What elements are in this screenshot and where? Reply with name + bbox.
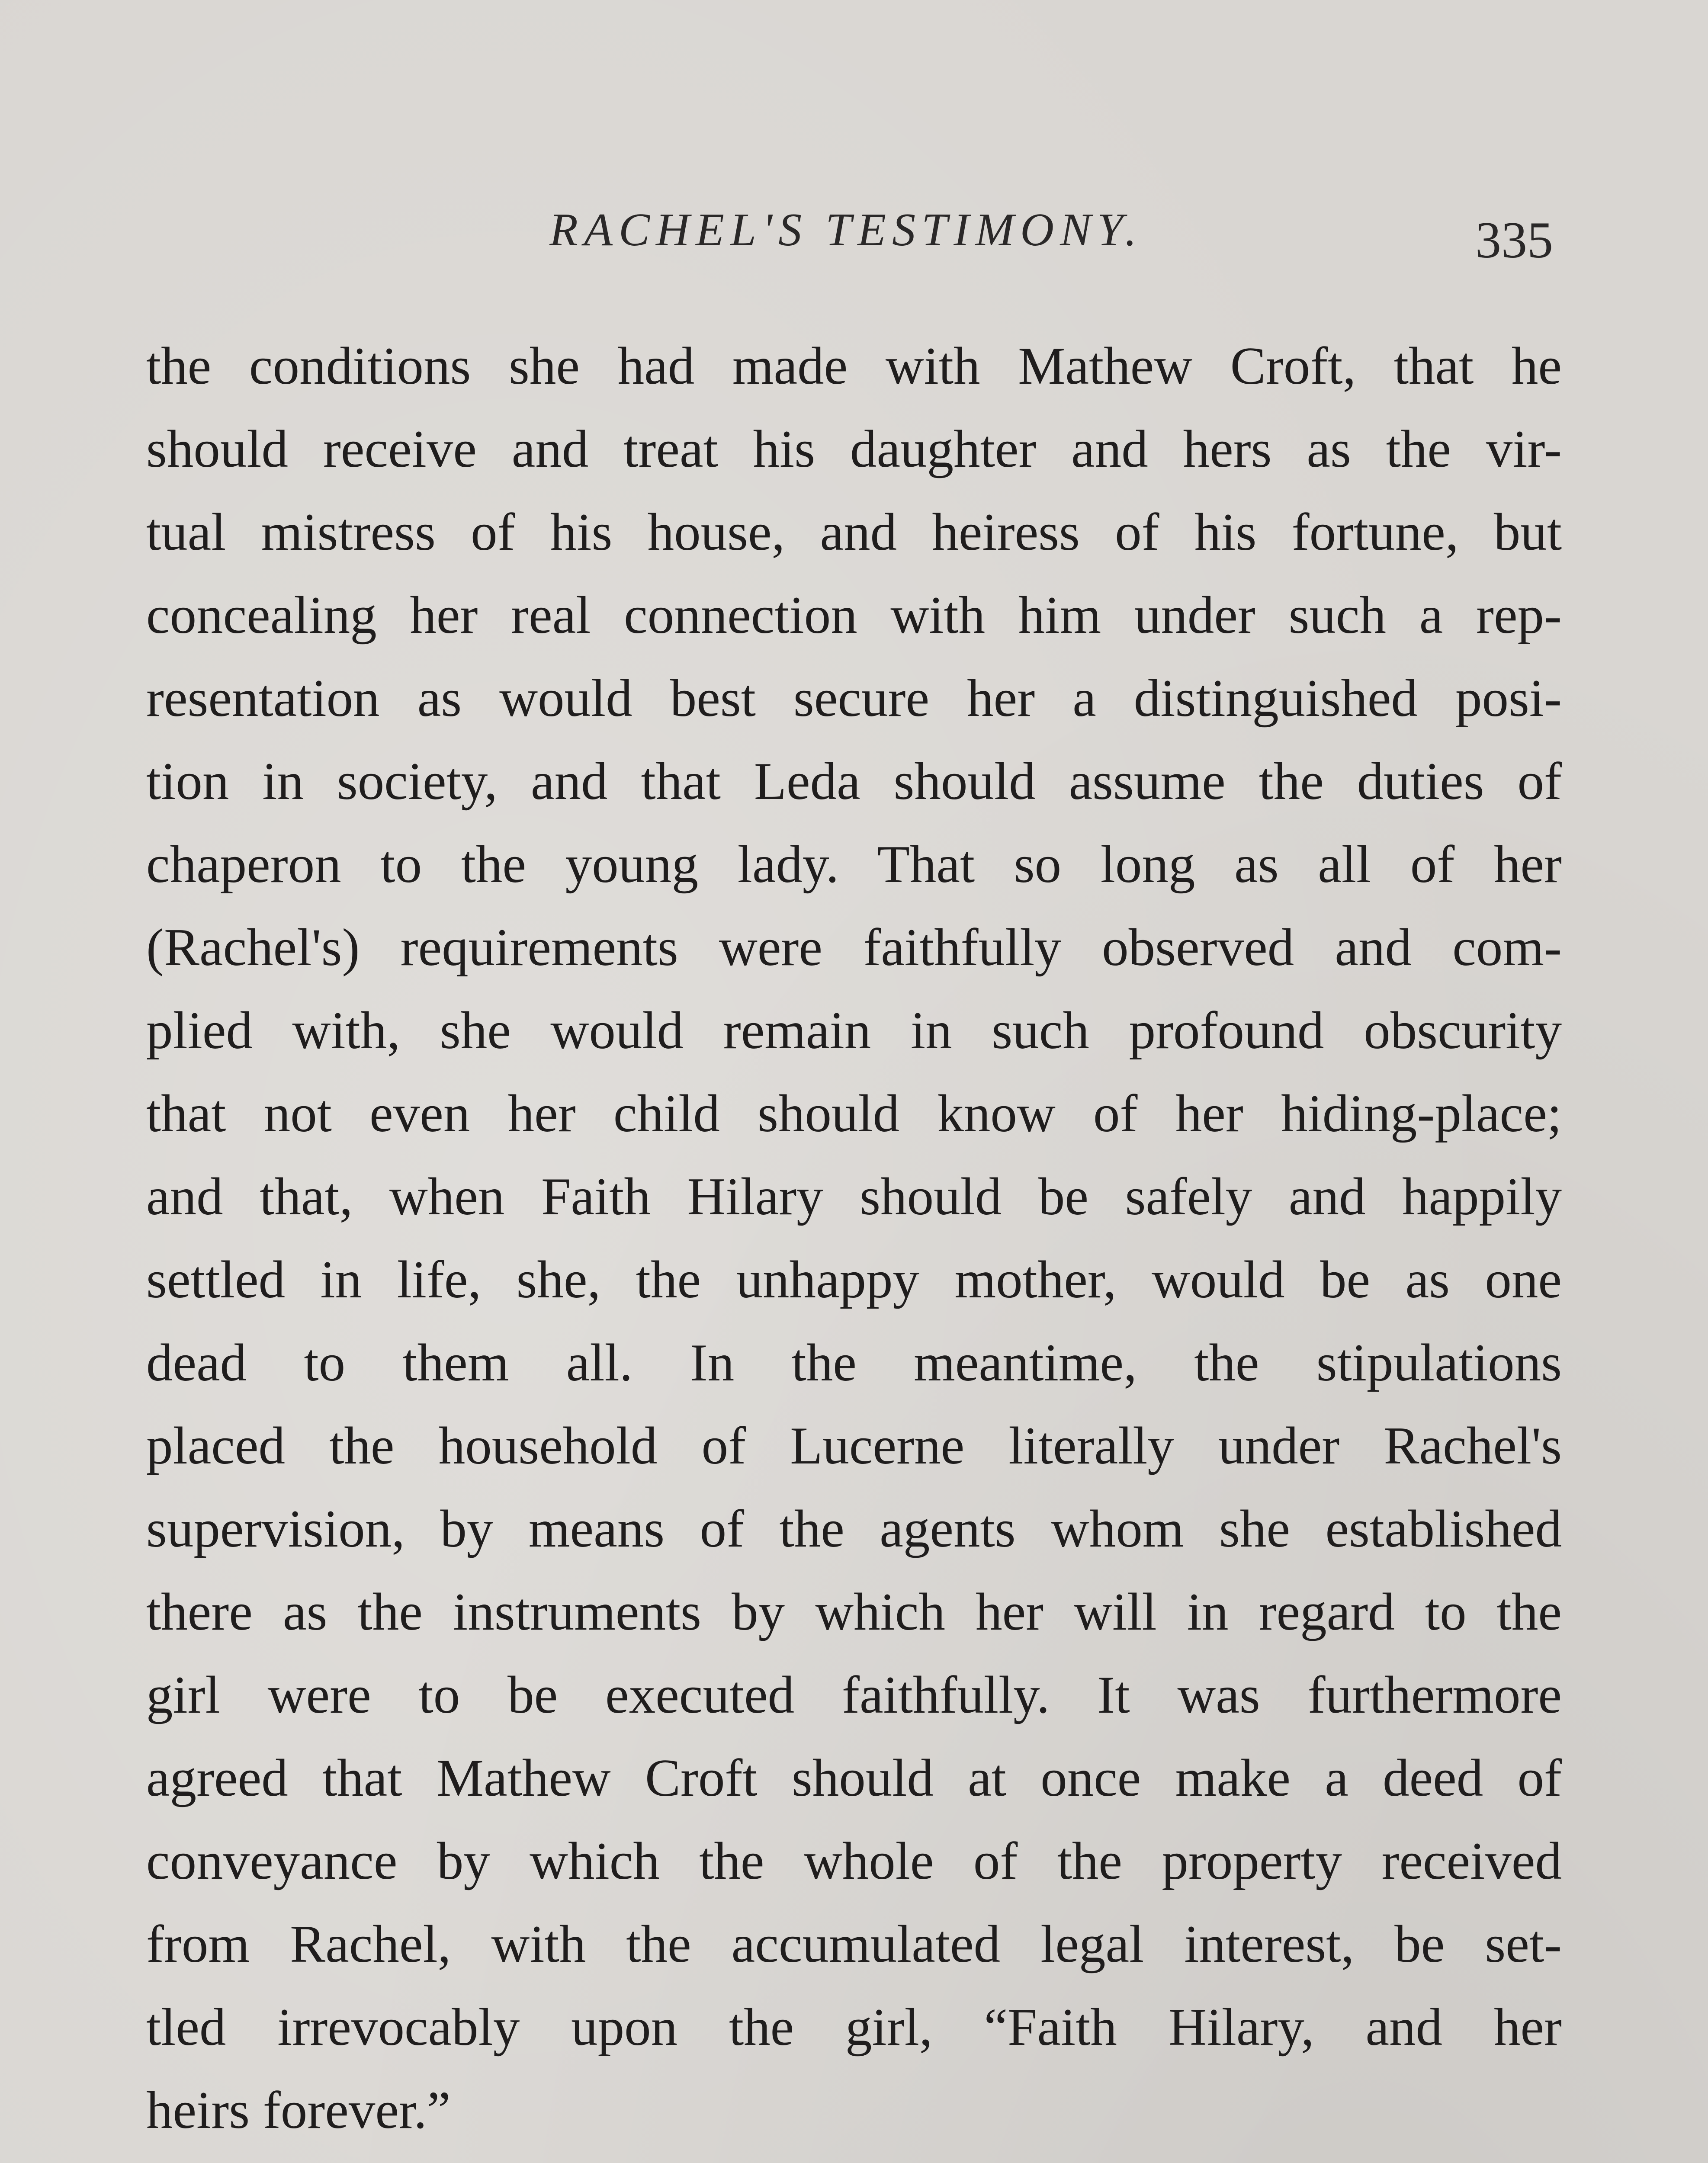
text-line: chaperon to the young lady. That so long as all of her (146, 834, 1562, 894)
text-line: settled in life, she, the unhappy mother, would be as one (146, 1250, 1562, 1309)
running-head-title: RACHEL'S TESTIMONY. (549, 204, 1143, 256)
paragraph (146, 2152, 1562, 2163)
text-line: from Rachel, with the accumulated legal interest, be set- (146, 1914, 1562, 1974)
body-text (146, 324, 1562, 2163)
text-line: heirs forever.” (146, 2080, 451, 2140)
page-number: 335 (1475, 211, 1553, 269)
text-line: placed the household of Lucerne literally under Rachel's (146, 1416, 1562, 1475)
text-line: the conditions she had made with Mathew Croft, that he (146, 336, 1562, 395)
text-line: (Rachel's) requirements were faithfully observed and com- (146, 918, 1562, 977)
text-line: agreed that Mathew Croft should at once make a deed of (146, 1748, 1562, 1807)
text-line: tled irrevocably upon the girl, “Faith Hilary, and her (146, 1997, 1562, 2057)
text-line: concealing her real connection with him under such a rep- (146, 585, 1562, 645)
text-line: supervision, by means of the agents whom she established (146, 1499, 1562, 1558)
text-line: tion in society, and that Leda should assume the duties of (146, 751, 1562, 811)
text-line: plied with, she would remain in such profound obscurity (146, 1001, 1562, 1060)
text-line (146, 2152, 1562, 2163)
text-line: conveyance by which the whole of the property received (146, 1831, 1562, 1890)
text-line: resentation as would best secure her a distinguished posi- (146, 668, 1562, 728)
text-line: should receive and treat his daughter and hers as the vir- (146, 419, 1562, 478)
paragraph (146, 324, 1562, 2152)
running-header (0, 203, 1708, 273)
text-line: that not even her child should know of her hiding-place; (146, 1084, 1562, 1143)
text-line: and that, when Faith Hilary should be safely and happily (146, 1167, 1562, 1226)
text-line: dead to them all. In the meantime, the stipulations (146, 1333, 1562, 1392)
text-line: tual mistress of his house, and heiress of his fortune, but (146, 502, 1562, 562)
text-line: there as the instruments by which her will in regard to the (146, 1582, 1562, 1641)
text-line: girl were to be executed faithfully. It was furthermore (146, 1665, 1562, 1724)
